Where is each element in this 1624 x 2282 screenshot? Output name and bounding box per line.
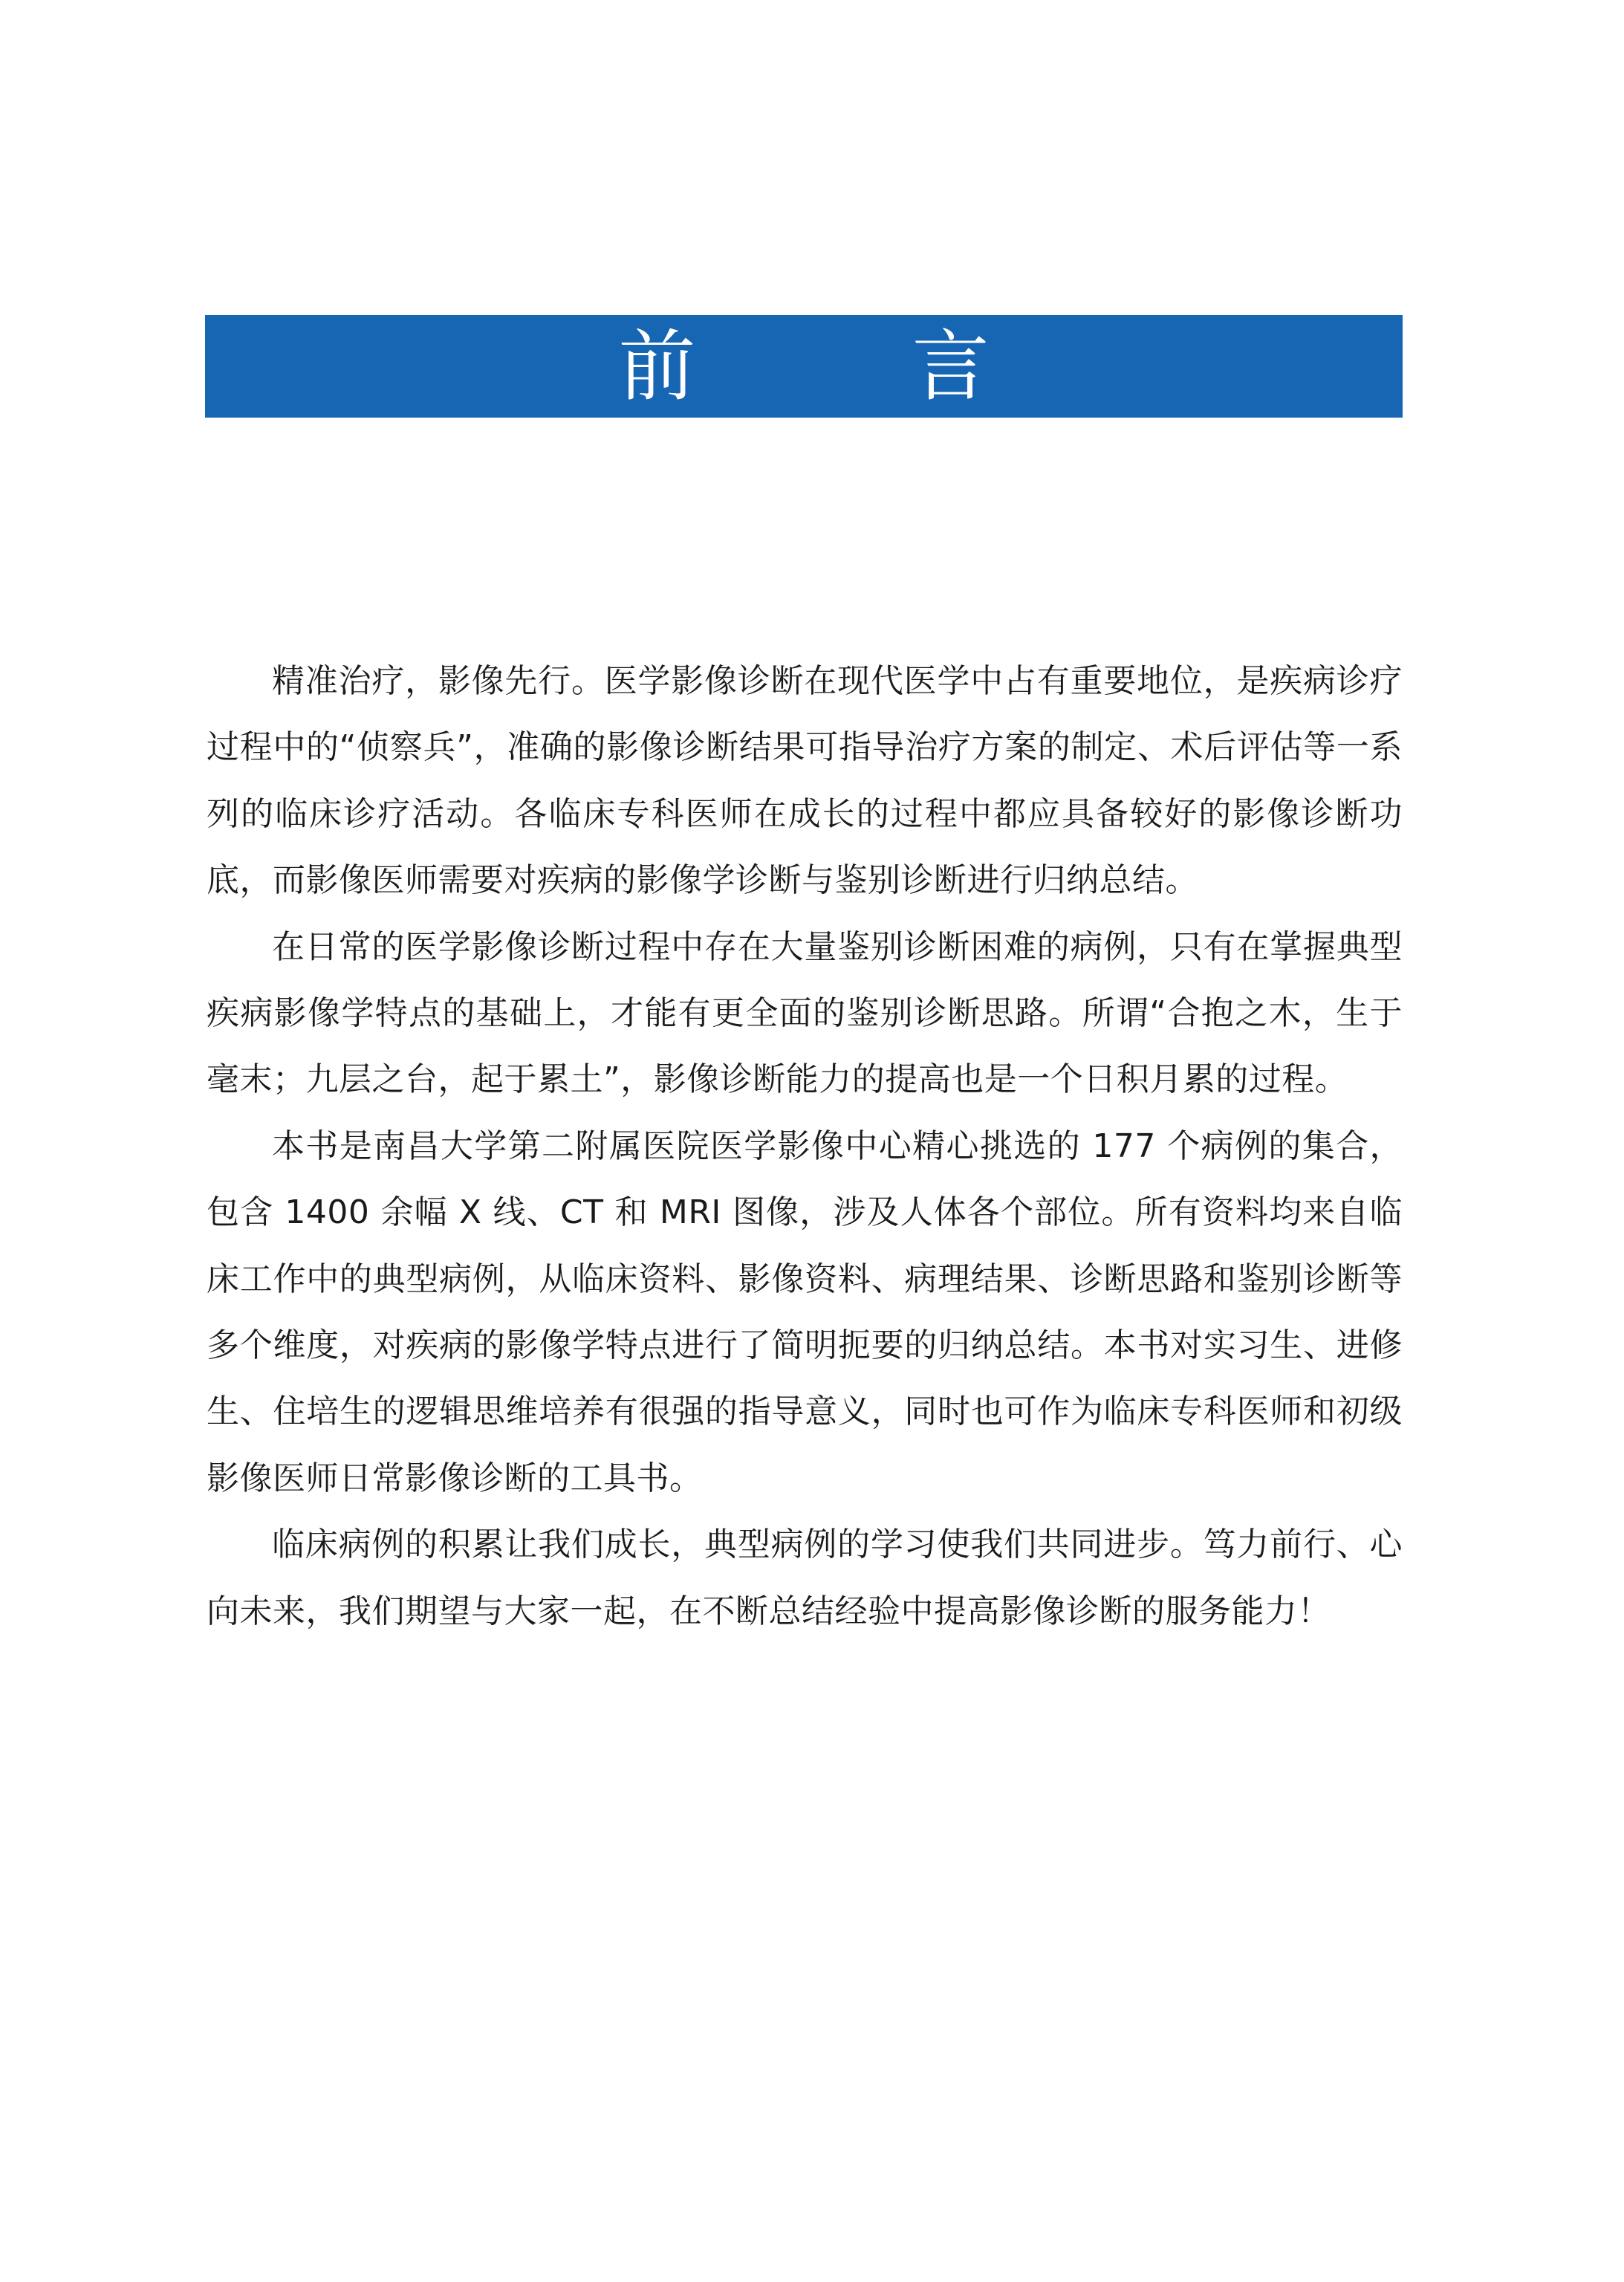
- paragraph-2: 在日常的医学影像诊断过程中存在大量鉴别诊断困难的病例，只有在掌握典型疾病影像学特点的基础上，才能有更全面的鉴别诊断思路。所谓“合抱之木，生于毫末；九层之台，起于累土”，影像诊断能力的提高也是一个日积月累的过程。: [207, 927, 1403, 1099]
- title-banner: [205, 315, 1403, 418]
- paragraph-4: 临床病例的积累让我们成长，典型病例的学习使我们共同进步。笃力前行、心向未来，我们期望与大家一起，在不断总结经验中提高影像诊断的服务能力！: [207, 1526, 1403, 1630]
- preface-body: [207, 648, 1403, 1644]
- paragraph-1: 精准治疗，影像先行。医学影像诊断在现代医学中占有重要地位，是疾病诊疗过程中的“侦察兵”，准确的影像诊断结果可指导治疗方案的制定、术后评估等一系列的临床诊疗活动。各临床专科医师在成长的过程中都应具备较好的影像诊断功底，而影像医师需要对疾病的影像学诊断与鉴别诊断进行归纳总结。: [207, 662, 1403, 900]
- page-title: 前 言: [618, 321, 1059, 412]
- paragraph-3: 本书是南昌大学第二附属医院医学影像中心精心挑选的 177 个病例的集合，包含 1400 余幅 X 线、CT 和 MRI 图像，涉及人体各个部位。所有资料均来自临床工作中的典型病例，从临床资料、影像资料、病理结果、诊断思路和鉴别诊断等多个维度，对疾病的影像学特点进行了简明扼要的归纳总结。本书对实习生、进修生、住培生的逻辑思维培养有很强的指导意义，同时也可作为临床专科医师和初级影像医师日常影像诊断的工具书。: [207, 1127, 1403, 1497]
